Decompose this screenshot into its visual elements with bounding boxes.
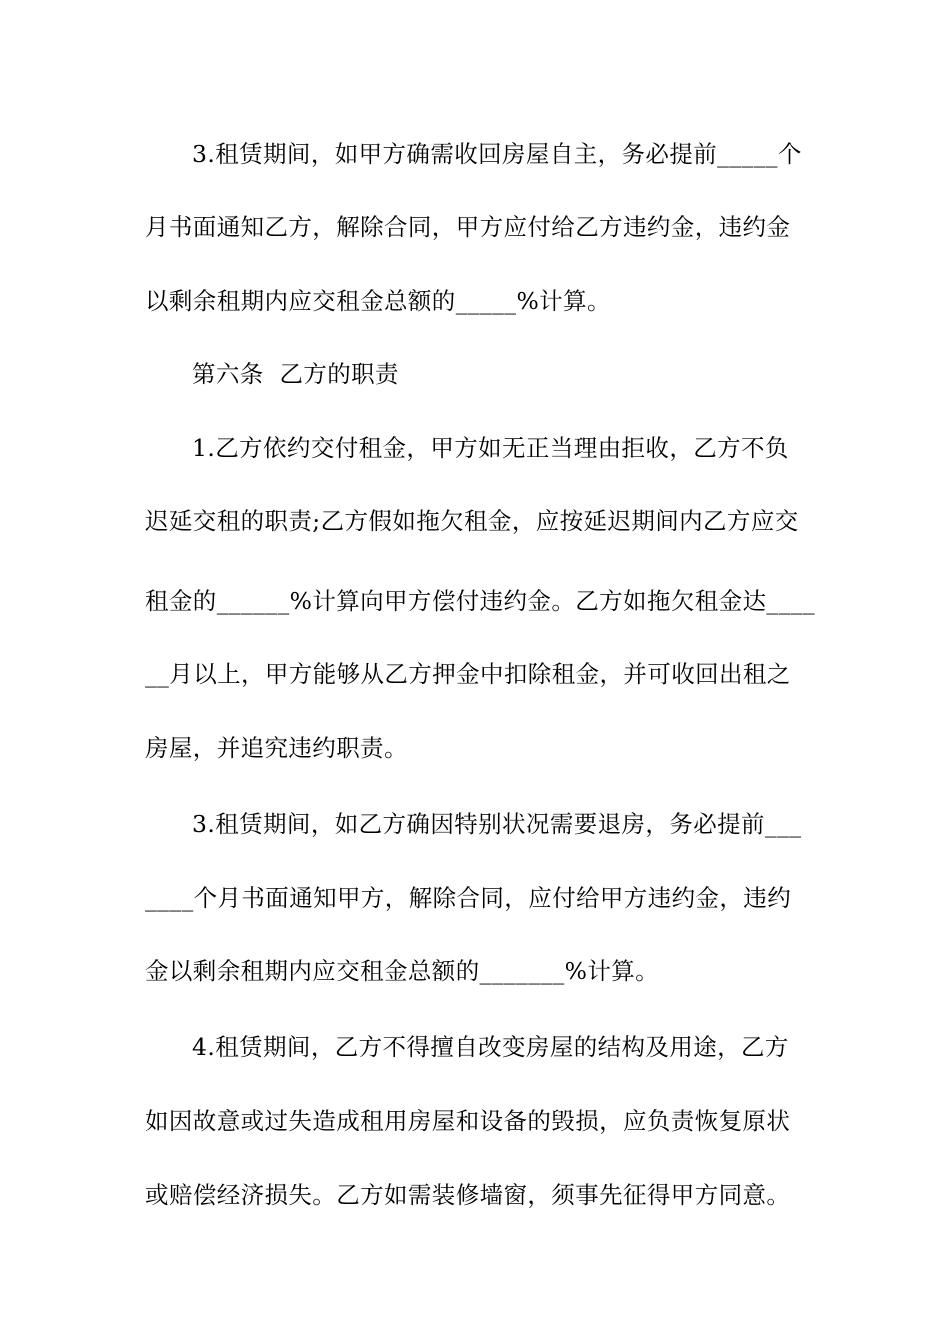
paragraph-line: 3.租赁期间，如甲方确需收回房屋自主，务必提前_____个 bbox=[192, 140, 802, 168]
paragraph-line: 3.租赁期间，如乙方确因特别状况需要退房，务必提前___ bbox=[192, 810, 802, 838]
paragraph-line: 房屋，并追究违约职责。 bbox=[145, 734, 408, 762]
paragraph-line: 或赔偿经济损失。乙方如需装修墙窗，须事先征得甲方同意。 bbox=[145, 1181, 791, 1209]
paragraph-line: 以剩余租期内应交租金总额的_____%计算。 bbox=[145, 287, 611, 315]
paragraph-line: 租金的______%计算向甲方偿付违约金。乙方如拖欠租金达____ bbox=[145, 587, 816, 615]
paragraph-line: 迟延交租的职责;乙方假如拖欠租金，应按延迟期间内乙方应交 bbox=[145, 507, 799, 535]
paragraph-line: 4.租赁期间，乙方不得擅自改变房屋的结构及用途，乙方 bbox=[192, 1033, 789, 1061]
paragraph-line: 1.乙方依约交付租金，甲方如无正当理由拒收，乙方不负 bbox=[192, 434, 789, 462]
paragraph-line: 如因故意或过失造成租用房屋和设备的毁损，应负责恢复原状 bbox=[145, 1107, 791, 1135]
paragraph-line: __月以上，甲方能够从乙方押金中扣除租金，并可收回出租之 bbox=[145, 660, 791, 688]
paragraph-line: ____个月书面通知甲方，解除合同，应付给甲方违约金，违约 bbox=[145, 884, 792, 912]
paragraph-line: 金以剩余租期内应交租金总额的_______%计算。 bbox=[145, 957, 660, 985]
section-heading: 第六条 乙方的职责 bbox=[192, 360, 399, 388]
paragraph-line: 月书面通知乙方，解除合同，甲方应付给乙方违约金，违约金 bbox=[145, 213, 791, 241]
